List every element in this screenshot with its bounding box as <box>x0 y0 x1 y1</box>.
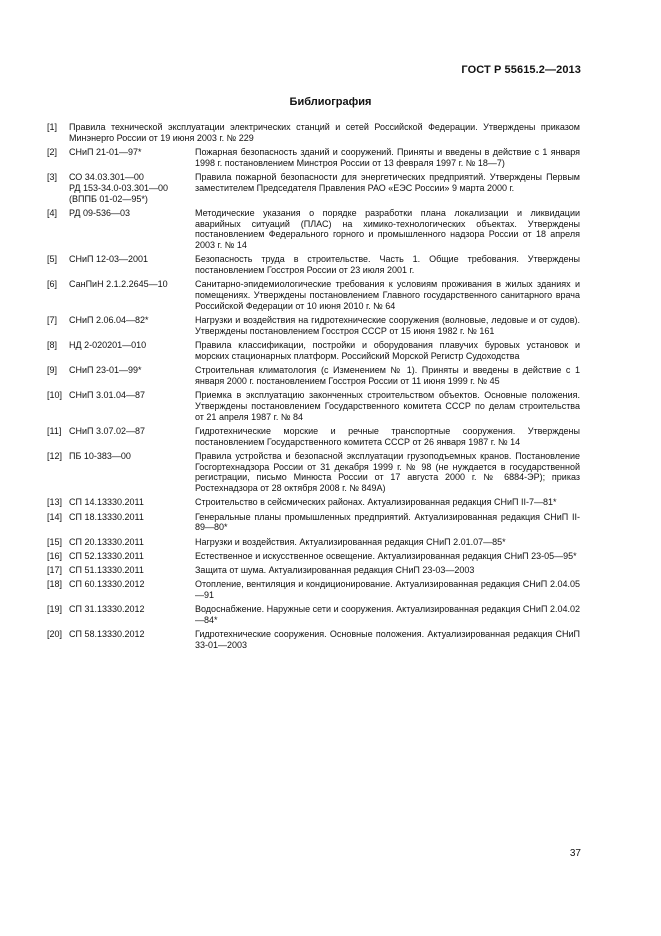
entry-code <box>69 208 195 251</box>
entry-description: Нагрузки и воздействия на гидротехнические сооружения (волновые, ледовые и от судов). Утверждены постановлением Госстроя СССР от 15 июня 1982 г. № 161 <box>195 315 580 336</box>
entry-description: Гидротехнические морские и речные транспортные сооружения. Утверждены постановлением Государственного комитета СССР от 26 января 1987 г. № 14 <box>195 425 580 447</box>
entry-number: [10] <box>47 390 63 401</box>
entry-number: [5] <box>47 254 58 265</box>
entry-code <box>69 565 195 576</box>
entry-code <box>69 426 195 448</box>
entry-number: [15] <box>47 536 63 547</box>
entry-code <box>69 390 195 422</box>
entry-number: [14] <box>47 511 63 522</box>
entry-code-line: (ВППБ 01-02—95*) <box>69 193 148 204</box>
bibliography-entry <box>47 279 580 311</box>
entry-code-line: СП 58.13330.2012 <box>69 629 145 640</box>
bibliography-entry <box>47 451 580 494</box>
entry-description: Гидротехнические сооружения. Основные положения. Актуализированная редакция СНиП 33-01—2003 <box>195 629 580 650</box>
entry-number: [8] <box>47 340 58 351</box>
entry-code <box>69 537 195 548</box>
entry-number: [18] <box>47 579 63 590</box>
entry-description: Правила классификации, постройки и оборудования плавучих буровых установок и морских стационарных платформ. Российский Морской Регистр Судоходства <box>195 340 580 361</box>
entry-description: Пожарная безопасность зданий и сооружений. Приняты и введены в действие с 1 января 1998 г. постановлением Минстроя России от 13 февраля 1997 г. № 18—7) <box>195 146 580 168</box>
bibliography-entry <box>47 512 580 534</box>
entry-code <box>69 579 195 601</box>
entry-description: Защита от шума. Актуализированная редакция СНиП 23-03—2003 <box>195 564 475 575</box>
entry-code <box>69 551 195 562</box>
entry-code <box>69 451 195 494</box>
entry-description: Методические указания о порядке разработки плана локализации и ликвидации аварийных ситуаций (ПЛАС) на химико-технологических объектах. Утверждены постановлением Федерального горного и промышленного надзора России от 18 апреля 2003 г. № 14 <box>195 207 580 251</box>
entry-code-line: СП 20.13330.2011 <box>69 536 144 547</box>
entry-code <box>69 497 195 508</box>
entry-code-line: СанПиН 2.1.2.2645—10 <box>69 279 168 290</box>
entry-code-line: СНиП 12-03—2001 <box>69 254 149 265</box>
entry-code-line: СП 51.13330.2011 <box>69 564 144 575</box>
bibliography-entry <box>47 579 580 601</box>
entry-number: [16] <box>47 550 63 561</box>
bibliography-entries <box>47 147 580 651</box>
entry-code <box>69 340 195 362</box>
entry-code <box>69 512 195 534</box>
bibliography-entry <box>47 604 580 626</box>
entry-number: [11] <box>47 425 62 436</box>
entry-code <box>69 604 195 626</box>
bibliography-entry <box>47 208 580 251</box>
entry-description: Правила пожарной безопасности для энергетических предприятий. Утверждены Первым заместителем Председателя Правления РАО «ЕЭС России» 9 марта 2000 г. <box>195 171 580 193</box>
entry-number: [12] <box>47 450 63 461</box>
entry-code-line: СНиП 21-01—97* <box>69 146 142 157</box>
entry-number: [6] <box>47 279 58 290</box>
bibliography-entry <box>47 390 580 422</box>
entry-description: Правила технической эксплуатации электрических станций и сетей Российской Федерации. Утверждены приказом Минэнерго России от 19 июня 2003 г. № 229 <box>69 122 580 143</box>
bibliography-entry <box>47 565 580 576</box>
entry-code-line: РД 09-536—03 <box>69 207 131 218</box>
entry-description: Строительство в сейсмических районах. Актуализированная редакция СНиП II-7—81* <box>195 497 557 508</box>
entry-description: Естественное и искусственное освещение. Актуализированная редакция СНиП 23-05—95* <box>195 550 577 561</box>
page-number: 37 <box>569 848 581 859</box>
entry-code-line: СНиП 23-01—99* <box>69 365 142 376</box>
entry-number: [4] <box>47 207 58 218</box>
entry-code-line: СП 60.13330.2012 <box>69 579 145 590</box>
entry-number: [3] <box>47 171 58 182</box>
entry-number: [1] <box>47 122 58 132</box>
bibliography-entry <box>47 537 580 548</box>
bibliography-entry <box>47 365 580 387</box>
entry-description: Водоснабжение. Наружные сети и сооружения. Актуализированная редакция СНиП 2.04.02—84* <box>195 604 580 625</box>
entry-description: Правила устройства и безопасной эксплуатации грузоподъемных кранов. Постановление Госгортехнадзора России от 31 декабря 1999 г. № 98 (не нуждается в государственной регистрации, письмо Минюста России от 17 августа 2000 г. № 6884-ЭР); приказ Ростехнадзора от 28 октября 2008 г. № 849А) <box>195 450 580 494</box>
entry-code <box>69 147 195 169</box>
entry-description: Безопасность труда в строительстве. Часть 1. Общие требования. Утверждены постановлением Госстроя России от 23 июля 2001 г. <box>195 254 580 276</box>
entry-code <box>69 365 195 387</box>
entry-description: Нагрузки и воздействия. Актуализированная редакция СНиП 2.01.07—85* <box>195 536 506 547</box>
bibliography-entry <box>47 122 580 144</box>
entry-code <box>69 315 195 337</box>
entry-description: Отопление, вентиляция и кондиционирование. Актуализированная редакция СНиП 2.04.05—91 <box>195 579 580 600</box>
page-title: Библиография <box>289 96 372 108</box>
entry-code-line: ПБ 10-383—00 <box>69 450 131 461</box>
bibliography-entry <box>47 340 580 362</box>
entry-code-line: СНиП 2.06.04—82* <box>69 315 149 326</box>
entry-description: Санитарно-эпидемиологические требования к условиям проживания в жилых зданиях и помещениях. Утверждены постановлением Главного государственного санитарного врача Российской Федерации от 10 июня 2010 г. № 64 <box>195 279 580 311</box>
bibliography-entry <box>47 254 580 276</box>
entry-code-line: СП 52.13330.2011 <box>69 550 144 561</box>
bibliography-entry <box>47 497 580 508</box>
document-standard-header: ГОСТ Р 55615.2—2013 <box>461 64 581 76</box>
entry-number: [2] <box>47 146 58 157</box>
bibliography-list <box>47 122 580 654</box>
entry-code-line: РД 153-34.0-03.301—00 <box>69 182 169 193</box>
entry-number: [9] <box>47 365 58 376</box>
entry-code-line: СНиП 3.07.02—87 <box>69 425 146 436</box>
bibliography-entry <box>47 172 580 204</box>
bibliography-entry <box>47 551 580 562</box>
entry-number: [19] <box>47 604 63 615</box>
entry-code <box>69 172 195 204</box>
entry-number: [20] <box>47 629 63 640</box>
entry-code <box>69 629 195 651</box>
entry-number: [7] <box>47 315 58 326</box>
bibliography-entry <box>47 147 580 169</box>
entry-number: [17] <box>47 564 63 575</box>
entry-code-line: СП 31.13330.2012 <box>69 604 145 615</box>
bibliography-entry <box>47 426 580 448</box>
entry-code-line: СО 34.03.301—00 <box>69 171 144 182</box>
entry-code-line: СП 14.13330.2011 <box>69 497 144 508</box>
entry-description: Строительная климатология (с Изменением № 1). Приняты и введены в действие с 1 января 2000 г. постановлением Госстроя России от 11 июня 1999 г. № 45 <box>195 365 580 386</box>
entry-code-line: НД 2-020201—010 <box>69 340 147 351</box>
entry-description: Приемка в эксплуатацию законченных строительством объектов. Основные положения. Утверждены постановлением Государственного комитета СССР по делам строительства от 21 апреля 1987 г. № 84 <box>195 390 580 422</box>
entry-code-line: СНиП 3.01.04—87 <box>69 390 146 401</box>
entry-code-line: СП 18.13330.2011 <box>69 511 144 522</box>
entry-code <box>69 279 195 311</box>
bibliography-entry <box>47 629 580 651</box>
entry-description: Генеральные планы промышленных предприятий. Актуализированная редакция СНиП II-89—80* <box>195 511 580 533</box>
entry-number: [13] <box>47 497 63 508</box>
bibliography-entry <box>47 315 580 337</box>
entry-code <box>69 254 195 276</box>
